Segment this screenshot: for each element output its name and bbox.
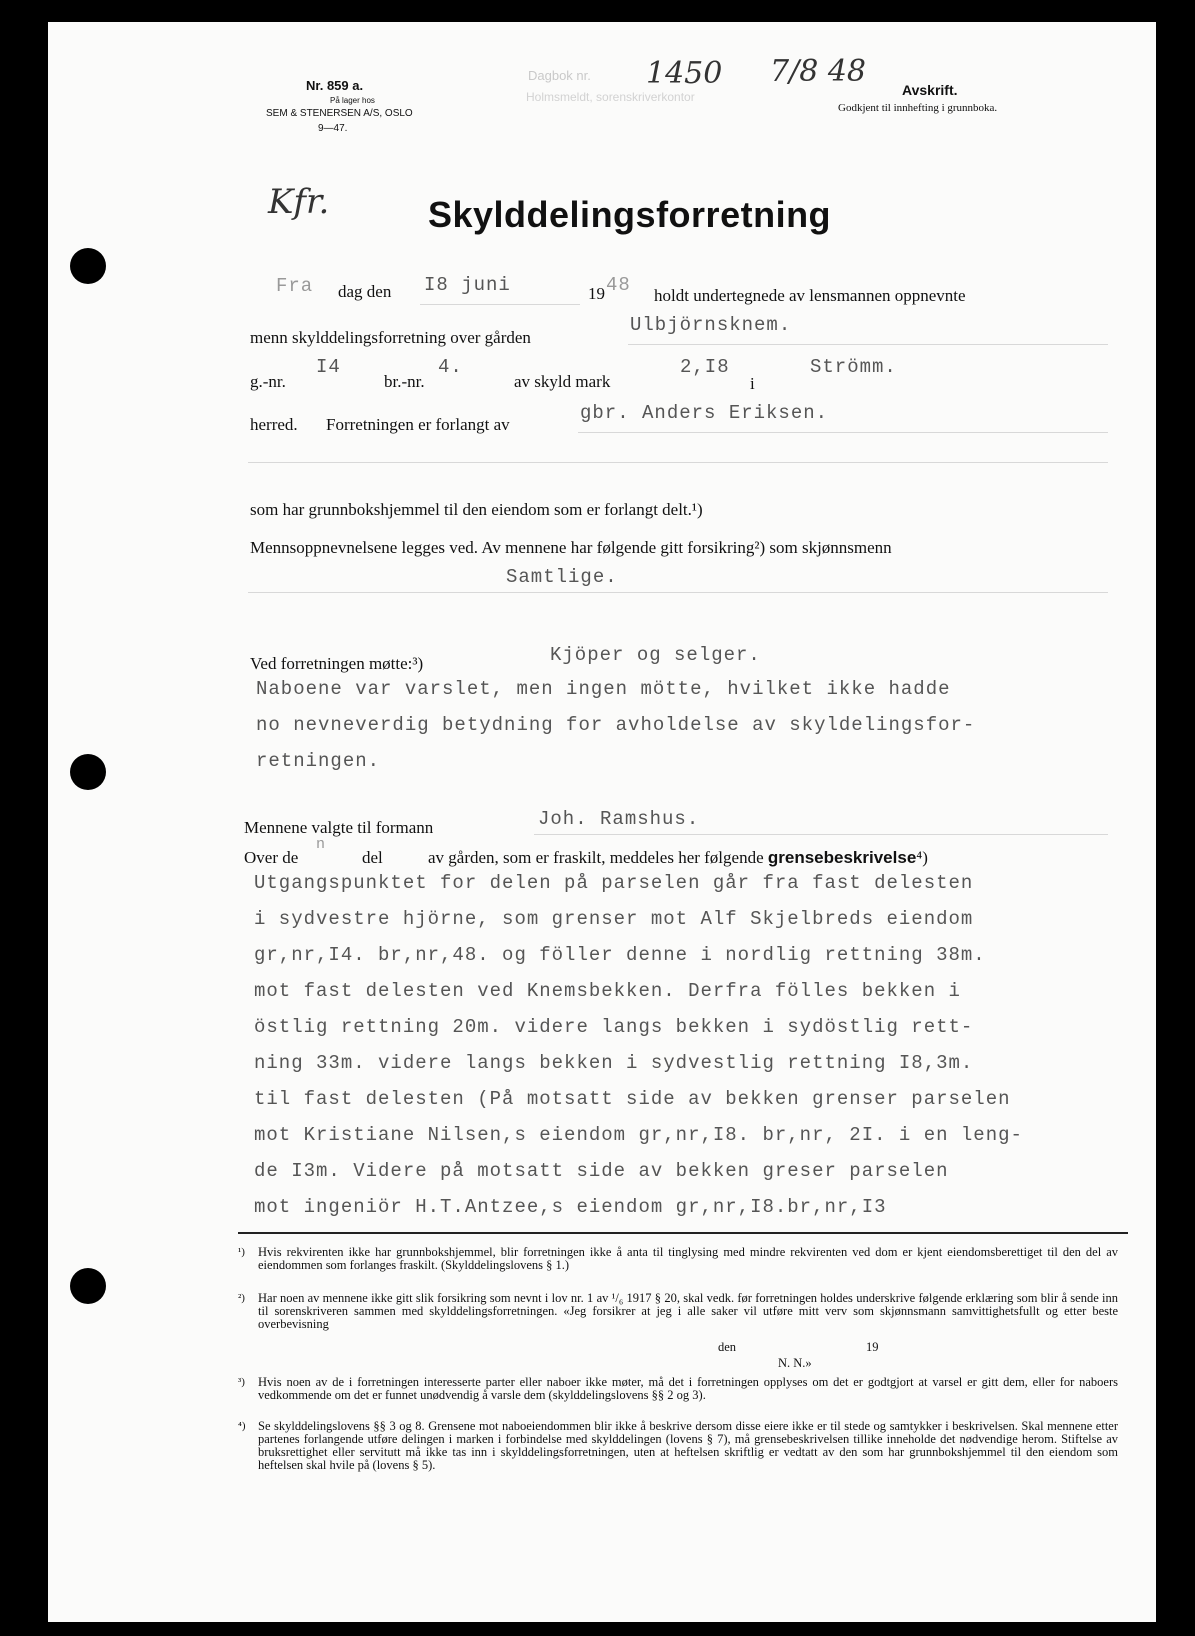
footnote-3 [238, 1376, 1118, 1402]
garden-value: Ulbjörnsknem. [630, 314, 792, 336]
grunnbok-text: som har grunnbokshjemmel til den eiendom som er forlangt delt.¹) [250, 500, 703, 519]
holdt-label: holdt undertegnede av lensmannen oppnevnte [654, 286, 966, 305]
publisher: SEM & STENERSEN A/S, OSLO [266, 108, 413, 119]
description-line: i sydvestre hjörne, som grenser mot Alf Skjelbreds eiendom [254, 908, 974, 930]
description-line: östlig rettning 20m. videre langs bekken i sydöstlig rett- [254, 1016, 974, 1038]
stamp-date: 7/8 48 [770, 54, 866, 89]
stamp-dagbok: Dagbok nr. [528, 68, 591, 83]
brnr-label: br.-nr. [384, 372, 425, 391]
punch-hole-bottom [70, 1268, 106, 1304]
footnote-1 [238, 1246, 1118, 1272]
footnote-mark: ¹) [238, 1246, 245, 1258]
dag-rule [420, 304, 580, 305]
gnr-value: I4 [316, 356, 341, 378]
description-line: mot Kristiane Nilsen,s eiendom gr,nr,I8. br,nr, 2I. i en leng- [254, 1124, 1023, 1146]
motte-label: Ved forretningen møtte:³) [250, 654, 424, 673]
over-rest-text: av gården, som er fraskilt, meddeles her følgende [428, 848, 764, 867]
skyld-value: 2,I8 [680, 356, 730, 378]
mennsoppnevnelse-text: Mennsoppnevnelsene legges ved. Av mennene har følgende gitt forsikring²) som skjønnsmenn [250, 538, 892, 557]
samtlige-rule [248, 592, 1108, 593]
motte-line: Naboene var varslet, men ingen mötte, hvilket ikke hadde [256, 678, 951, 700]
formann-value: Joh. Ramshus. [538, 808, 700, 830]
description-line: til fast delesten (På motsatt side av bekken grenser parselen [254, 1088, 1011, 1110]
motte-line: no nevneverdig betydning for avholdelse av skyldelingsfor- [256, 714, 976, 736]
gnr-label: g.-nr. [250, 372, 286, 391]
footnote-text: Har noen av mennene ikke gitt slik forsikring som nevnt i lov nr. 1 av ¹/₆ 1917 § 20, skal vedk. før forretningen holdes underskrive følgende erklæring som blir å sende inn til sorenskriveren sammen med skylddelingsforretningen. «Jeg forsikrer at jeg i alle saker vil utføre mitt verv som skjønnsmann samvittighetsfullt og etter beste overbevisning [258, 1291, 1118, 1331]
skyld-label: av skyld mark [514, 372, 611, 391]
footnote-text: Hvis rekvirenten ikke har grunnbokshjemmel, blir forretningen ikke å anta til tinglysing med mindre rekvirenten ved dom er kjent eiendomsberettiget til den del av eiendommen som forlanges fraskilt. (Skylddelingslovens § 1.) [258, 1245, 1118, 1272]
footnote-4 [238, 1420, 1118, 1472]
description-line: de I3m. Videre på motsatt side av bekken greser parselen [254, 1160, 949, 1182]
footnote-mark: ⁴) [238, 1420, 246, 1432]
year-value: 48 [606, 274, 631, 296]
grensebeskrivelse-sup: ⁴) [916, 848, 928, 867]
stamp-number: 1450 [646, 56, 723, 91]
description-line: mot ingeniör H.T.Antzee,s eiendom gr,nr,I8.br,nr,I3 [254, 1196, 887, 1218]
punch-hole-top [70, 248, 106, 284]
motte-value: Kjöper og selger. [550, 644, 761, 666]
motte-line: retningen. [256, 750, 381, 772]
godkjent-label: Godkjent til innhefting i grunnboka. [838, 102, 998, 114]
herred-value: Strömm. [810, 356, 897, 378]
dag-den-label: dag den [338, 282, 392, 301]
footnote-2-den: den [718, 1340, 737, 1354]
brnr-value: 4. [438, 356, 463, 378]
avskrift-label: Avskrift. [902, 82, 958, 98]
footnote-text: Hvis noen av de i forretningen interesserte parter eller naboer ikke møter, må det i forretningen opplyses om det er godtgjort at varsel er gitt dem, eller for naboers vedkommende om det er funnet unødvendig å varsle dem (skylddelingslovens §§ 2 og 3). [258, 1375, 1118, 1402]
form-number: Nr. 859 a. [306, 78, 364, 93]
formann-label: Mennene valgte til formann [244, 818, 434, 837]
blank-rule [248, 462, 1108, 463]
i-label: i [750, 374, 755, 393]
formann-rule [534, 834, 1108, 835]
page-title: Skylddelingsforretning [428, 194, 832, 235]
print-date: 9—47. [318, 123, 348, 134]
footnote-2-year: 19 [866, 1340, 879, 1354]
dag-value: I8 juni [424, 274, 511, 296]
over-rest [428, 848, 928, 868]
herred-label: herred. [250, 415, 298, 434]
garden-rule [628, 344, 1108, 345]
punch-hole-middle [70, 754, 106, 790]
description-line: ning 33m. videre langs bekken i sydvestlig rettning I8,3m. [254, 1052, 974, 1074]
forlangt-rule [578, 432, 1108, 433]
year-prefix: 19 [588, 284, 605, 303]
footnote-text: Se skylddelingslovens §§ 3 og 8. Grensene mot naboeiendommen blir ikke å beskrive dersom disse eiere ikke er til stede og samtykker i beskrivelsen. Skal mennene etter partenes forlangende utføre delingen i marken i forbindelse med skylddelingen (lovens § 7), må grensebeskrivelsen tillike inneholde det nødvendige herom. Stiftelse av bruksrettighet eller servitutt må ikke tas inn i skylddelingsforretningen, uten at heftelsen skriftlig er vedtatt av den som har grunnbokshjemmel til den eiendom som heftelsen skal hvile på (lovens § 5). [258, 1419, 1118, 1472]
description-line: mot fast delesten ved Knemsbekken. Derfra fölles bekken i [254, 980, 961, 1002]
footnote-separator [238, 1232, 1128, 1234]
over-de-value: n [316, 836, 327, 853]
stamp-office: Holmsmeldt, sorenskriverkontor [526, 90, 695, 104]
grensebeskrivelse-label: grensebeskrivelse [767, 848, 917, 867]
document-page [48, 22, 1156, 1622]
del-label: del [362, 848, 383, 867]
footnote-2 [238, 1292, 1118, 1331]
fra-text: Fra [276, 275, 314, 297]
forlangt-label: Forretningen er forlangt av [326, 415, 510, 434]
description-line: gr,nr,I4. br,nr,48. og föller denne i nordlig rettning 38m. [254, 944, 986, 966]
publisher-note: På lager hos [330, 96, 375, 105]
footnote-mark: ³) [238, 1376, 245, 1388]
description-line: Utgangspunktet for delen på parselen går fra fast delesten [254, 872, 974, 894]
footnote-2-nn: N. N.» [778, 1356, 812, 1370]
over-de-label: Over de [244, 848, 299, 867]
menn-label: menn skylddelingsforretning over gården [250, 328, 531, 347]
samtlige-value: Samtlige. [506, 566, 618, 588]
initials: Kfr. [268, 182, 330, 222]
footnote-mark: ²) [238, 1292, 245, 1304]
forlangt-value: gbr. Anders Eriksen. [580, 402, 829, 424]
